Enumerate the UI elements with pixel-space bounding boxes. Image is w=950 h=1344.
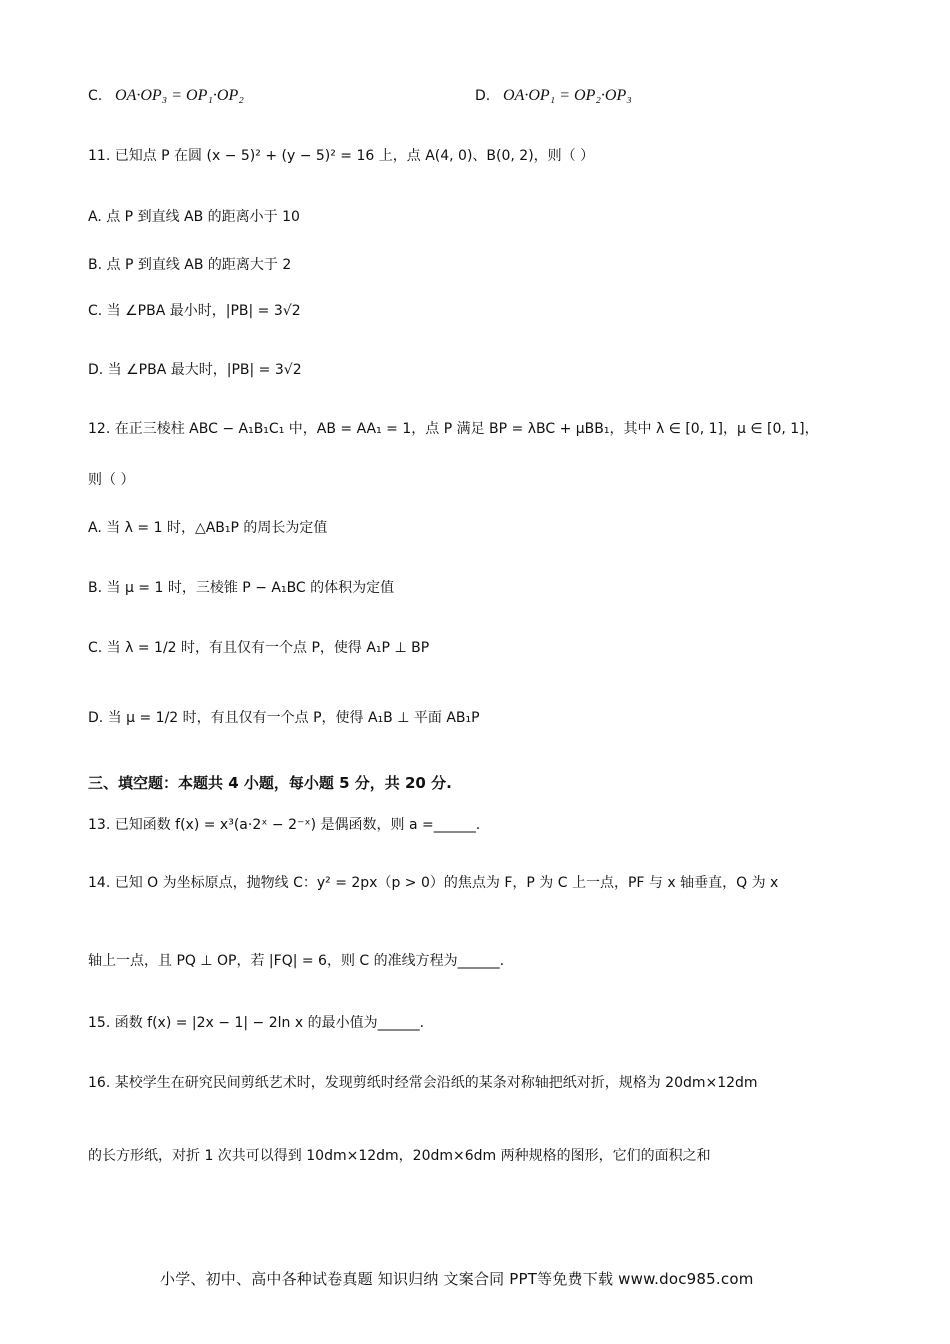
q11-stem: 11. 已知点 P 在圆 (x − 5)² + (y − 5)² = 16 上，点 A(4, 0)、B(0, 2)，则（ ） bbox=[88, 148, 595, 164]
q10-option-c bbox=[88, 84, 244, 107]
q14-line2: 轴上一点，且 PQ ⊥ OP，若 |FQ| = 6，则 C 的准线方程为______. bbox=[88, 953, 505, 969]
q16-line2: 的长方形纸，对折 1 次共可以得到 10dm×12dm，20dm×6dm 两种规格的图形，它们的面积之和 bbox=[88, 1148, 711, 1164]
q10-option-d bbox=[475, 84, 632, 107]
q11-option-d: D. 当 ∠PBA 最大时，|PB| = 3√2 bbox=[88, 362, 302, 378]
q10-option-d-expr: OA·OP₁ = OP₂·OP₃ bbox=[503, 87, 632, 104]
q11-option-b: B. 点 P 到直线 AB 的距离大于 2 bbox=[88, 257, 292, 273]
section-3-heading: 三、填空题：本题共 4 小题，每小题 5 分，共 20 分. bbox=[88, 774, 452, 792]
q10-option-d-label: D. bbox=[475, 88, 491, 104]
q14-line1: 14. 已知 O 为坐标原点，抛物线 C：y² = 2px（p > 0）的焦点为 F，P 为 C 上一点，PF 与 x 轴垂直，Q 为 x bbox=[88, 875, 779, 891]
q11-option-c: C. 当 ∠PBA 最小时，|PB| = 3√2 bbox=[88, 303, 301, 319]
footer-banner: 小学、初中、高中各种试卷真题 知识归纳 文案合同 PPT等免费下载 www.doc985.com bbox=[160, 1270, 754, 1288]
q12-stem: 12. 在正三棱柱 ABC − A₁B₁C₁ 中，AB = AA₁ = 1，点 P 满足 BP = λBC + μBB₁，其中 λ ∈ [0, 1]，μ ∈ [0, 1]， bbox=[88, 421, 819, 437]
q12-option-d: D. 当 μ = 1/2 时，有且仅有一个点 P，使得 A₁B ⊥ 平面 AB₁P bbox=[88, 710, 480, 726]
q16-line1: 16. 某校学生在研究民间剪纸艺术时，发现剪纸时经常会沿纸的某条对称轴把纸对折，规格为 20dm×12dm bbox=[88, 1075, 758, 1091]
q13: 13. 已知函数 f(x) = x³(a·2ˣ − 2⁻ˣ) 是偶函数，则 a =______. bbox=[88, 817, 481, 833]
q12-option-b: B. 当 μ = 1 时，三棱锥 P − A₁BC 的体积为定值 bbox=[88, 580, 395, 596]
q15: 15. 函数 f(x) = |2x − 1| − 2ln x 的最小值为______. bbox=[88, 1015, 425, 1031]
q12-stem-cont: 则（ ） bbox=[88, 472, 135, 488]
q12-option-a: A. 当 λ = 1 时，△AB₁P 的周长为定值 bbox=[88, 520, 328, 536]
q12-option-c: C. 当 λ = 1/2 时，有且仅有一个点 P，使得 A₁P ⊥ BP bbox=[88, 640, 430, 656]
q10-option-c-expr: OA·OP₃ = OP₁·OP₂ bbox=[115, 87, 244, 104]
q10-option-c-label: C. bbox=[88, 88, 103, 104]
q11-option-a: A. 点 P 到直线 AB 的距离小于 10 bbox=[88, 209, 300, 225]
